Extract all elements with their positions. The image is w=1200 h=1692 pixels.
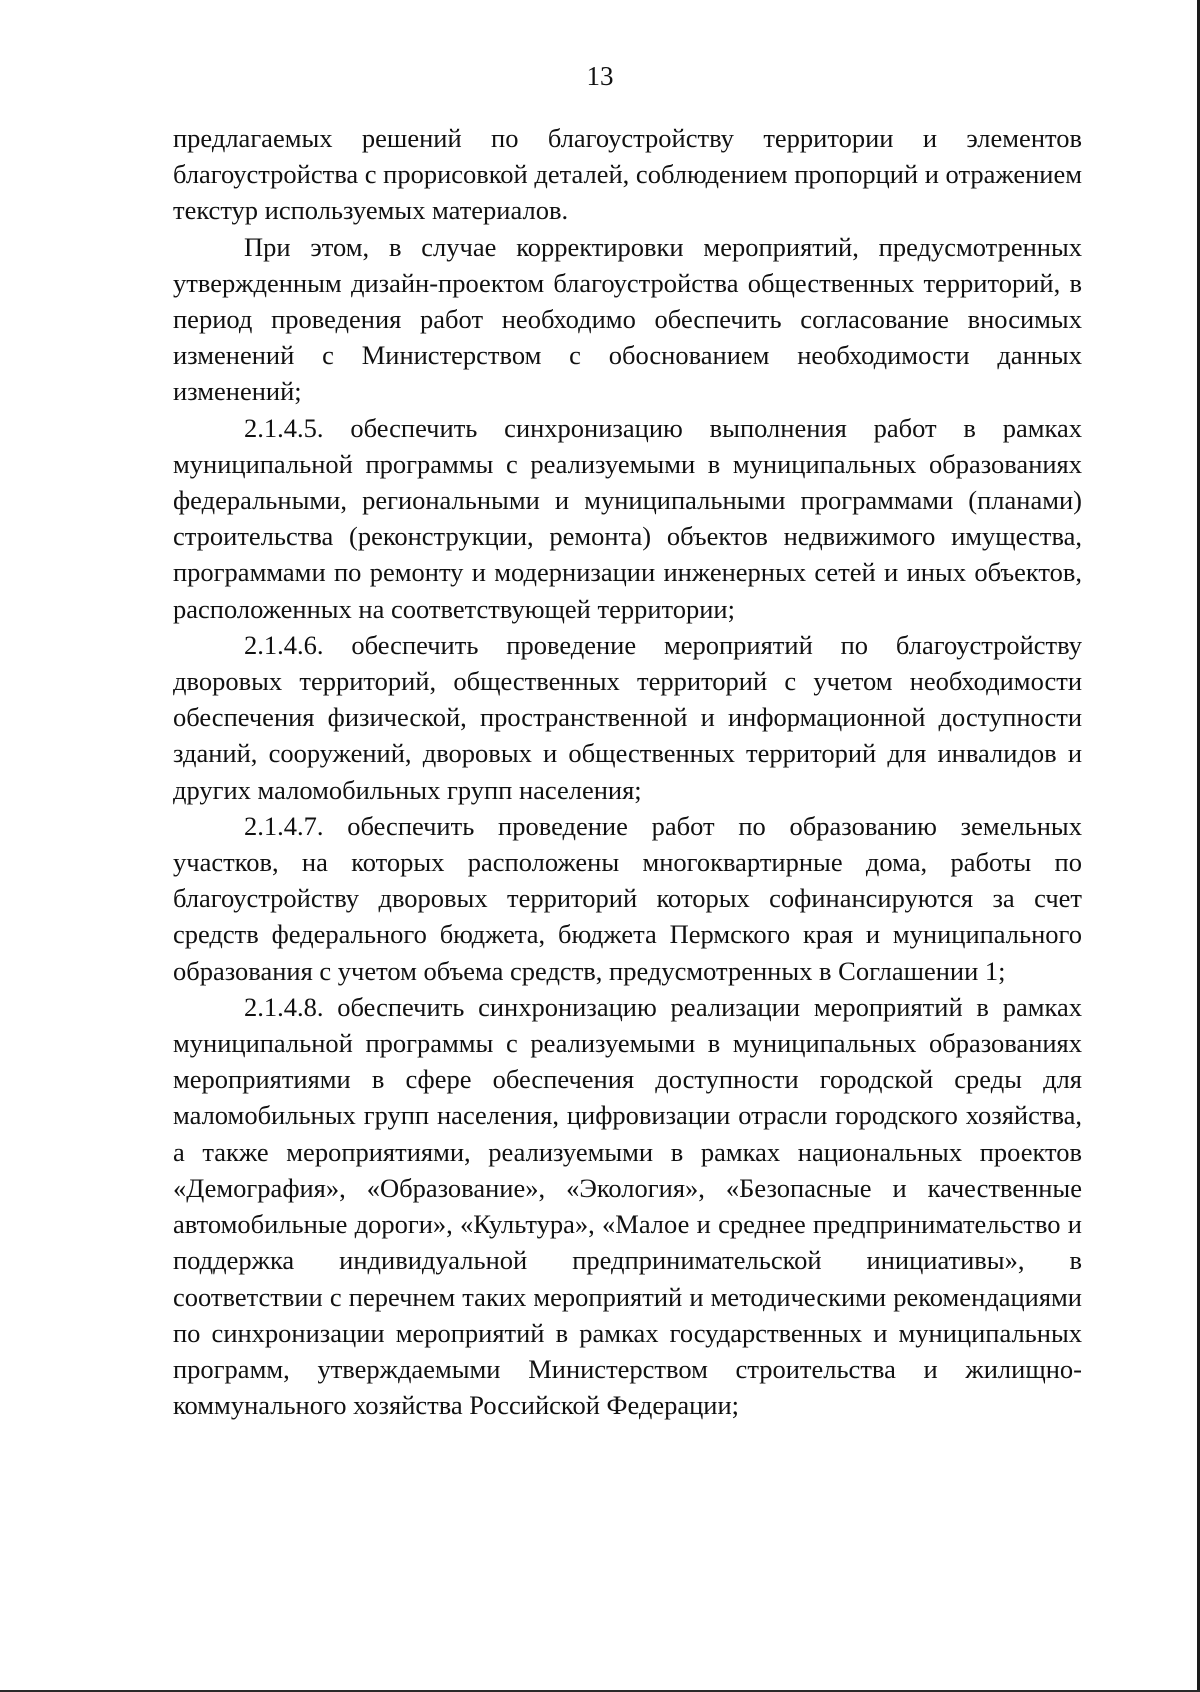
page-number: 13: [586, 61, 614, 91]
paragraph-design-project-adjustment: При этом, в случае корректировки мероприятий, предусмотренных утвержденным дизайн-проектом благоустройства общественных территорий, в период проведения работ необходимо обеспечить согласование вносимых изменений с Министерством с обоснованием необходимости данных изменений;: [173, 231, 1082, 407]
paragraph-2-1-4-7: 2.1.4.7. обеспечить проведение работ по образованию земельных участков, на которых расположены многоквартирные дома, работы по благоустройству дворовых территорий которых софинансируются за счет средств федерального бюджета, бюджета Пермского края и муниципального образования с учетом объема средств, предусмотренных в Соглашении 1;: [173, 810, 1082, 986]
paragraph-2-1-4-6: 2.1.4.6. обеспечить проведение мероприятий по благоустройству дворовых территорий, общественных территорий с учетом необходимости обеспечения физической, пространственной и информационной доступности зданий, сооружений, дворовых и общественных территорий для инвалидов и других маломобильных групп населения;: [173, 629, 1082, 805]
document-body: [173, 120, 1082, 1423]
paragraph-2-1-4-5: 2.1.4.5. обеспечить синхронизацию выполнения работ в рамках муниципальной программы с реализуемыми в муниципальных образованиях федеральными, региональными и муниципальными программами (планами) строительства (реконструкции, ремонта) объектов недвижимого имущества, программами по ремонту и модернизации инженерных сетей и иных объектов, расположенных на соответствующей территории;: [173, 412, 1082, 624]
paragraph-2-1-4-8: 2.1.4.8. обеспечить синхронизацию реализации мероприятий в рамках муниципальной программы с реализуемыми в муниципальных образованиях мероприятиями в сфере обеспечения доступности городской среды для маломобильных групп населения, цифровизации отрасли городского хозяйства, а также мероприятиями, реализуемыми в рамках национальных проектов «Демография», «Образование», «Экология», «Безопасные и качественные автомобильные дороги», «Культура», «Малое и среднее предпринимательство и поддержка индивидуальной предпринимательской инициативы», в соответствии с перечнем таких мероприятий и методическими рекомендациями по синхронизации мероприятий в рамках государственных и муниципальных программ, утверждаемыми Министерством строительства и жилищно-коммунального хозяйства Российской Федерации;: [173, 991, 1082, 1421]
paragraph-continuation: предлагаемых решений по благоустройству территории и элементов благоустройства с прорисовкой деталей, соблюдением пропорций и отражением текстур используемых материалов.: [173, 123, 1082, 226]
